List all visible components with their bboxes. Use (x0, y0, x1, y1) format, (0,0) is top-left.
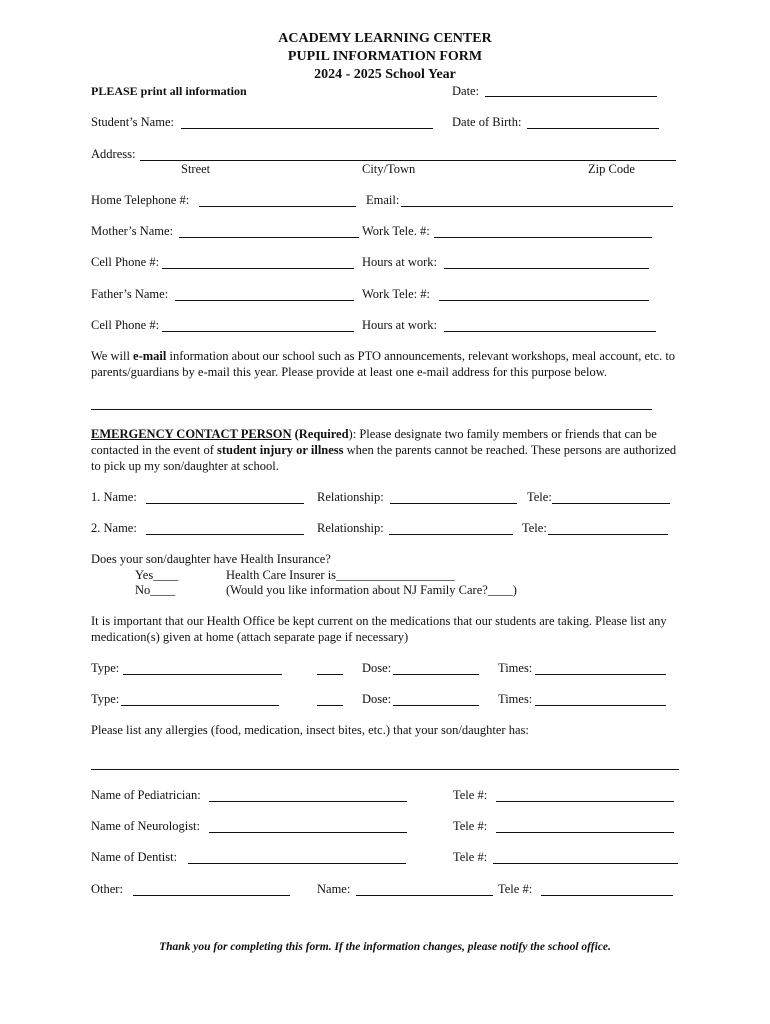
emergency-relationship-2-label: Relationship: (317, 521, 384, 535)
address-label: Address: (91, 147, 136, 161)
home-telephone-field[interactable] (199, 206, 356, 207)
medication-intro: It is important that our Health Office be kept current on the medications that our students are taking. Please list any medication(s) given at home (attach separate page if necessary) (91, 614, 667, 644)
other-name-label: Name: (317, 882, 351, 896)
address-field[interactable] (140, 160, 676, 161)
medication-type-2-field[interactable] (121, 705, 279, 706)
emergency-relationship-1-field[interactable] (390, 503, 517, 504)
allergies-field[interactable] (91, 769, 679, 770)
insurer-field[interactable]: Health Care Insurer is___________________ (226, 568, 455, 582)
medication-type-2-label: Type: (91, 692, 120, 706)
emergency-text: Please designate two family members or friends that can be contacted in the event of (91, 427, 657, 457)
emergency-required: (Required (294, 427, 349, 441)
mother-name-label: Mother’s Name: (91, 224, 174, 238)
other-field[interactable] (133, 895, 290, 896)
home-telephone-label: Home Telephone #: (91, 193, 190, 207)
emergency-colon: ): (348, 427, 357, 441)
emergency-text-2: when the parents cannot be reached. These persons are authorized to pick up my son/daughter at school. (91, 443, 677, 473)
medication-dose-1-field[interactable] (393, 674, 479, 675)
nj-family-care-question[interactable]: (Would you like information about NJ Family Care?____) (226, 583, 517, 597)
email-notice-text: We will (91, 349, 134, 363)
other-name-field[interactable] (356, 895, 493, 896)
medication-times-1-label: Times: (498, 661, 533, 675)
other-label: Other: (91, 882, 123, 896)
father-name-label: Father’s Name: (91, 287, 169, 301)
mother-work-tel-label: Work Tele. #: (362, 224, 430, 238)
other-tele-label: Tele #: (498, 882, 533, 896)
street-label: Street (181, 162, 211, 176)
email-notice-bold: e-mail (133, 349, 167, 363)
medication-dose-1-label: Dose: (362, 661, 392, 675)
other-tele-field[interactable] (541, 895, 673, 896)
neurologist-tele-label: Tele #: (453, 819, 488, 833)
dentist-tele-field[interactable] (493, 863, 678, 864)
father-work-tel-field[interactable] (439, 300, 649, 301)
emergency-tele-2-label: Tele: (522, 521, 547, 535)
emergency-name-2-field[interactable] (146, 534, 304, 535)
pediatrician-label: Name of Pediatrician: (91, 788, 201, 802)
email-notice (91, 348, 681, 380)
neurologist-field[interactable] (209, 832, 407, 833)
emergency-name-2-label: 2. Name: (91, 521, 137, 535)
mother-hours-field[interactable] (444, 268, 649, 269)
father-cell-field[interactable] (162, 331, 354, 332)
insurance-no[interactable]: No____ (135, 583, 176, 597)
medication-blank-2-field[interactable] (317, 705, 343, 706)
father-hours-field[interactable] (444, 331, 656, 332)
neurologist-tele-field[interactable] (496, 832, 674, 833)
allergies-label: Please list any allergies (food, medication, insect bites, etc.) that your son/daughter has: (91, 723, 529, 737)
date-label: Date: (452, 84, 480, 98)
emergency-contact-heading: EMERGENCY CONTACT PERSON (91, 427, 292, 441)
medication-times-2-field[interactable] (535, 705, 666, 706)
medication-dose-2-field[interactable] (393, 705, 479, 706)
emergency-relationship-1-label: Relationship: (317, 490, 384, 504)
emergency-contact-paragraph (91, 426, 681, 474)
emergency-tele-2-field[interactable] (548, 534, 668, 535)
form-title: PUPIL INFORMATION FORM (287, 49, 483, 64)
thank-you-footer: Thank you for completing this form. If the information changes, please notify the school office. (159, 941, 611, 953)
mother-cell-field[interactable] (162, 268, 354, 269)
parent-email-field[interactable] (91, 409, 652, 410)
date-field[interactable] (485, 96, 657, 97)
emergency-tele-1-field[interactable] (552, 503, 670, 504)
student-name-label: Student’s Name: (91, 115, 174, 129)
medication-type-1-field[interactable] (123, 674, 282, 675)
print-instructions: PLEASE print all information (91, 84, 247, 98)
dob-field[interactable] (527, 128, 659, 129)
emergency-name-1-label: 1. Name: (91, 490, 137, 504)
pediatrician-tele-label: Tele #: (453, 788, 488, 802)
email-notice-text-2: information about our school such as PTO announcements, relevant workshops, meal account, etc. to parents/guardians by e-mail this year. Please provide at least one e-mail address for this purpose below. (91, 349, 676, 379)
insurance-question: Does your son/daughter have Health Insurance? (91, 552, 331, 566)
email-label: Email: (366, 193, 400, 207)
dentist-label: Name of Dentist: (91, 850, 178, 864)
pediatrician-field[interactable] (209, 801, 407, 802)
school-year: 2024 - 2025 School Year (314, 67, 456, 82)
medication-dose-2-label: Dose: (362, 692, 392, 706)
mother-cell-label: Cell Phone #: (91, 255, 160, 269)
city-label: City/Town (362, 162, 416, 176)
father-hours-label: Hours at work: (362, 318, 437, 332)
student-name-field[interactable] (181, 128, 433, 129)
father-name-field[interactable] (175, 300, 354, 301)
emergency-relationship-2-field[interactable] (389, 534, 513, 535)
mother-hours-label: Hours at work: (362, 255, 437, 269)
dentist-field[interactable] (188, 863, 406, 864)
mother-name-field[interactable] (179, 237, 359, 238)
medication-blank-1-field[interactable] (317, 674, 343, 675)
dentist-tele-label: Tele #: (453, 850, 488, 864)
emergency-tele-1-label: Tele: (527, 490, 552, 504)
school-name: ACADEMY LEARNING CENTER (278, 31, 492, 46)
pediatrician-tele-field[interactable] (496, 801, 674, 802)
medication-type-1-label: Type: (91, 661, 120, 675)
father-cell-label: Cell Phone #: (91, 318, 160, 332)
medication-times-2-label: Times: (498, 692, 533, 706)
dob-label: Date of Birth: (452, 115, 522, 129)
emergency-bold-text: student injury or illness (217, 443, 344, 457)
email-field[interactable] (401, 206, 673, 207)
neurologist-label: Name of Neurologist: (91, 819, 201, 833)
insurance-yes[interactable]: Yes____ (135, 568, 179, 582)
zip-label: Zip Code (588, 162, 635, 176)
mother-work-tel-field[interactable] (434, 237, 652, 238)
medication-times-1-field[interactable] (535, 674, 666, 675)
emergency-name-1-field[interactable] (146, 503, 304, 504)
father-work-tel-label: Work Tele: #: (362, 287, 431, 301)
